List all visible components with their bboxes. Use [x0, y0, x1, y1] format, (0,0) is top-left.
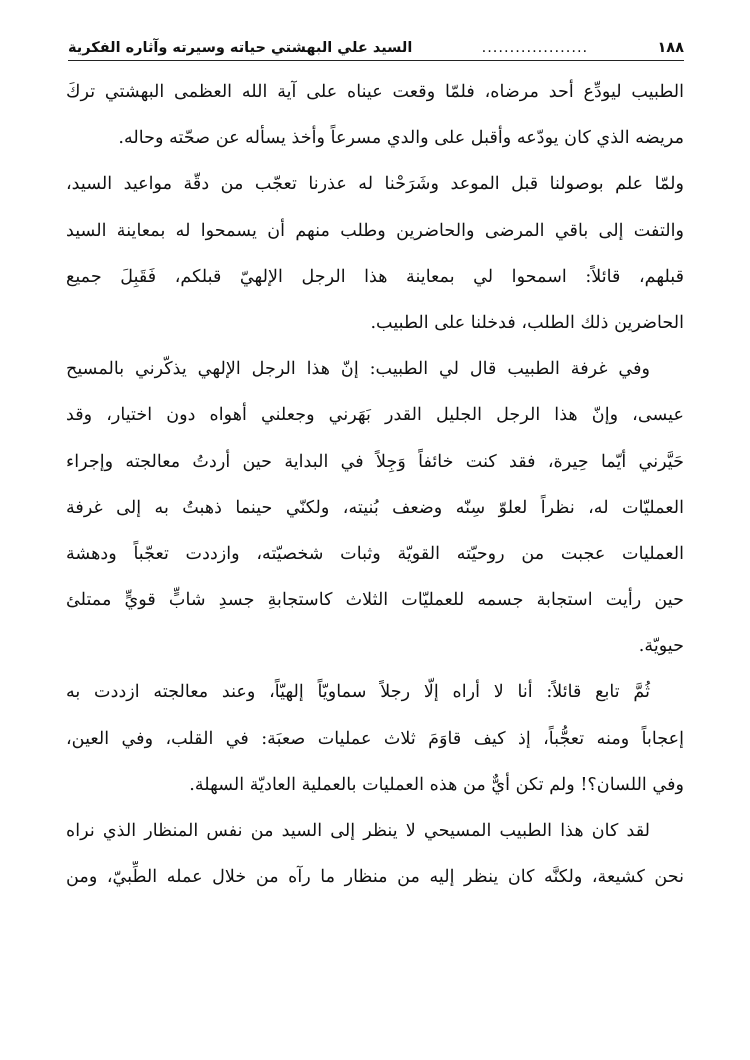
- leader-dots: ...................: [481, 40, 589, 56]
- text-line: العمليّات له، نظراً لعلوّ سِنّه وضعف بُنيته، ولكنّي حينما ذهبتُ به إلى غرفة: [66, 497, 684, 518]
- text-line: العمليات عجبت من روحيّته القويّة وثبات شخصيّته، وازددت تعجّباً ودهشة: [66, 543, 684, 564]
- text-line: قبلهم، قائلاً: اسمحوا لي بمعاينة هذا الرجل الإلهيّ قبلكم، فَقَبِلَ جميع: [66, 266, 684, 287]
- running-head: [68, 30, 684, 61]
- text-line: وفي اللسان؟! ولم تكن أيٌّ من هذه العمليات بالعملية العاديّة السهلة.: [189, 774, 684, 795]
- text-line: إعجاباً ومنه تعجُّباً، إذ كيف قاوَمَ ثلاث عمليات صعبَة: في القلب، وفي العين،: [66, 728, 684, 749]
- text-line: والتفت إلى باقي المرضى والحاضرين وطلب منهم أن يسمحوا له بمعاينة السيد: [66, 220, 684, 241]
- text-line: لقد كان هذا الطبيب المسيحي لا ينظر إلى السيد من نفس المنظار الذي نراه: [66, 821, 650, 841]
- body-text: [66, 76, 684, 907]
- text-line: الطبيب ليودِّع أحد مرضاه، فلمّا وقعت عيناه على آية الله العظمى البهشتي تركَ: [66, 82, 684, 102]
- text-line: مريضه الذي كان يودّعه وأقبل على والدي مسرعاً وأخذ يسأله عن صحّته وحاله.: [118, 128, 684, 149]
- text-line: حَيَّرني أيّما حِيرة، فقد كنت خائفاً وَجِلاً في البداية حين أردتُ معالجته وإجراء: [66, 451, 684, 472]
- text-line: الحاضرين ذلك الطلب، فدخلنا على الطبيب.: [370, 312, 684, 333]
- text-line: حيويّة.: [638, 636, 684, 657]
- text-line: حين رأيت استجابة جسمه للعمليّات الثلاث كاستجابةِ جسدِ شابٍّ قويٍّ ممتلئ: [66, 590, 684, 611]
- book-title: السيد علي البهشتي حياته وسيرته وآثاره الفكرية: [68, 40, 413, 56]
- text-line: عيسى، وإنّ هذا الرجل الجليل القدر بَهَرني وجعلني أهواه دون اختيار، وقد: [66, 405, 684, 426]
- text-line: ثُمَّ تابع قائلاً: أنا لا أراه إلّا رجلاً سماويّاً إلهيّاً، وعند معالجته ازددت به: [66, 682, 650, 703]
- text-line: نحن كشيعة، ولكنَّه كان ينظر إليه من منظار ما رآه من خلال عمله الطِّبيّ، ومن: [66, 867, 684, 888]
- text-line: ولمّا علم بوصولنا قبل الموعد وشَرَحْنا له عذرنا تعجّب من دقّة مواعيد السيد،: [66, 174, 684, 195]
- page-number: ١٨٨: [657, 40, 684, 56]
- text-line: وفي غرفة الطبيب قال لي الطبيب: إنّ هذا الرجل الإلهي يذكّرني بالمسيح: [66, 359, 650, 380]
